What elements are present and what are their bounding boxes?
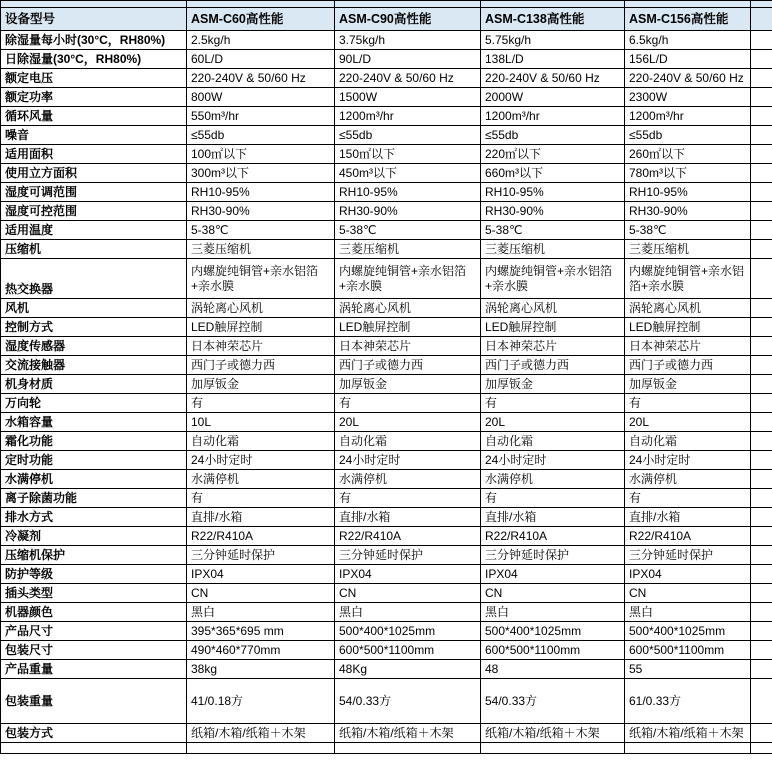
table-row <box>1 584 772 603</box>
row-label: 包装重量 <box>1 679 187 724</box>
spec-cell: 三菱压缩机 <box>625 240 751 259</box>
spec-cell: 5-38℃ <box>187 221 335 240</box>
spec-cell: 1200m³/hr <box>481 107 625 126</box>
column-header <box>751 8 772 31</box>
column-header: ASM-C156高性能 <box>625 8 751 31</box>
spec-cell: 直排/水箱 <box>481 508 625 527</box>
spec-cell: 38kg <box>187 660 335 679</box>
table-row <box>1 375 772 394</box>
spec-cell: 48 <box>481 660 625 679</box>
table-row <box>1 565 772 584</box>
spec-cell: 10L <box>187 413 335 432</box>
empty-cell <box>751 603 772 622</box>
spec-cell: 黑白 <box>625 603 751 622</box>
corner-header: 设备型号 <box>1 8 187 31</box>
row-label: 噪音 <box>1 126 187 145</box>
row-label: 湿度可调范围 <box>1 183 187 202</box>
spec-cell: 有 <box>187 394 335 413</box>
spec-cell: 黑白 <box>187 603 335 622</box>
row-label: 水满停机 <box>1 470 187 489</box>
spec-cell: RH10-95% <box>625 183 751 202</box>
row-label: 额定电压 <box>1 69 187 88</box>
spec-cell: 加厚钣金 <box>187 375 335 394</box>
bottom-partial-row <box>1 743 772 754</box>
row-label: 交流接触器 <box>1 356 187 375</box>
spec-cell: CN <box>187 584 335 603</box>
row-label: 湿度传感器 <box>1 337 187 356</box>
spec-cell: 西门子或德力西 <box>481 356 625 375</box>
partial-cell <box>1 743 187 754</box>
column-header: ASM-C90高性能 <box>335 8 481 31</box>
table-row <box>1 470 772 489</box>
spec-cell: R22/R410A <box>481 527 625 546</box>
spec-cell: 有 <box>335 394 481 413</box>
row-label: 离子除菌功能 <box>1 489 187 508</box>
spec-cell: 有 <box>481 489 625 508</box>
spec-cell: 2.5kg/h <box>187 31 335 50</box>
spec-cell: 220-240V & 50/60 Hz <box>481 69 625 88</box>
empty-cell <box>751 299 772 318</box>
table-row <box>1 622 772 641</box>
spec-cell: 有 <box>625 489 751 508</box>
table-row <box>1 183 772 202</box>
spec-cell: 90L/D <box>335 50 481 69</box>
table-row <box>1 489 772 508</box>
strip-cell <box>625 1 751 8</box>
spec-cell: 5-38℃ <box>625 221 751 240</box>
spec-cell: 800W <box>187 88 335 107</box>
spec-cell: 1200m³/hr <box>625 107 751 126</box>
empty-cell <box>751 221 772 240</box>
spec-cell: 纸箱/木箱/纸箱＋木架 <box>187 724 335 743</box>
table-row <box>1 221 772 240</box>
spec-cell: 2000W <box>481 88 625 107</box>
table-row <box>1 356 772 375</box>
table-row <box>1 145 772 164</box>
column-header: ASM-C138高性能 <box>481 8 625 31</box>
spec-cell: RH10-95% <box>187 183 335 202</box>
spec-cell: IPX04 <box>481 565 625 584</box>
spec-cell: LED触屏控制 <box>335 318 481 337</box>
table-row <box>1 508 772 527</box>
spec-cell: 直排/水箱 <box>625 508 751 527</box>
spec-cell: 西门子或德力西 <box>187 356 335 375</box>
spec-cell: 日本神荣芯片 <box>335 337 481 356</box>
spec-cell: 有 <box>481 394 625 413</box>
spec-cell: 24小时定时 <box>625 451 751 470</box>
spec-cell: 500*400*1025mm <box>625 622 751 641</box>
spec-cell: R22/R410A <box>625 527 751 546</box>
empty-cell <box>751 527 772 546</box>
empty-cell <box>751 31 772 50</box>
spec-cell: RH10-95% <box>481 183 625 202</box>
spec-cell: 150㎡以下 <box>335 145 481 164</box>
spec-cell: 20L <box>481 413 625 432</box>
empty-cell <box>751 107 772 126</box>
partial-cell <box>625 743 751 754</box>
spec-cell: R22/R410A <box>335 527 481 546</box>
spec-cell: 三菱压缩机 <box>187 240 335 259</box>
spec-cell: 490*460*770mm <box>187 641 335 660</box>
spec-cell: R22/R410A <box>187 527 335 546</box>
empty-cell <box>751 240 772 259</box>
row-label: 机身材质 <box>1 375 187 394</box>
spec-cell: 48Kg <box>335 660 481 679</box>
table-row <box>1 679 772 724</box>
spec-cell: 1200m³/hr <box>335 107 481 126</box>
spec-cell: 三分钟延时保护 <box>335 546 481 565</box>
table-row <box>1 318 772 337</box>
spec-cell: 220㎡以下 <box>481 145 625 164</box>
row-label: 日除湿量(30°C，RH80%) <box>1 50 187 69</box>
spec-cell: 220-240V & 50/60 Hz <box>335 69 481 88</box>
empty-cell <box>751 183 772 202</box>
spec-cell: 660m³以下 <box>481 164 625 183</box>
spec-cell: 20L <box>335 413 481 432</box>
spec-cell: IPX04 <box>625 565 751 584</box>
spec-cell: ≤55db <box>335 126 481 145</box>
strip-cell <box>1 1 187 8</box>
empty-cell <box>751 508 772 527</box>
table-row <box>1 31 772 50</box>
row-label: 防护等级 <box>1 565 187 584</box>
spec-cell: 156L/D <box>625 50 751 69</box>
table-row <box>1 259 772 299</box>
spec-cell: 内螺旋纯铜管+亲水铝箔+亲水膜 <box>481 259 625 299</box>
table-row <box>1 413 772 432</box>
spec-cell: 有 <box>335 489 481 508</box>
row-label: 适用面积 <box>1 145 187 164</box>
empty-cell <box>751 413 772 432</box>
spec-cell: 黑白 <box>481 603 625 622</box>
table-row <box>1 69 772 88</box>
table-row <box>1 724 772 743</box>
top-partial-row <box>1 1 772 8</box>
row-label: 插头类型 <box>1 584 187 603</box>
table-row <box>1 432 772 451</box>
spec-cell: 54/0.33方 <box>335 679 481 724</box>
table-row <box>1 164 772 183</box>
spec-cell: CN <box>335 584 481 603</box>
row-label: 霜化功能 <box>1 432 187 451</box>
row-label: 机器颜色 <box>1 603 187 622</box>
row-label: 风机 <box>1 299 187 318</box>
spec-cell: 24小时定时 <box>335 451 481 470</box>
row-label: 水箱容量 <box>1 413 187 432</box>
spec-cell: 三分钟延时保护 <box>625 546 751 565</box>
row-label: 包装方式 <box>1 724 187 743</box>
spec-cell: 水满停机 <box>625 470 751 489</box>
spec-cell: 自动化霜 <box>335 432 481 451</box>
table-row <box>1 641 772 660</box>
spec-cell: 5.75kg/h <box>481 31 625 50</box>
row-label: 热交换器 <box>1 259 187 299</box>
spec-cell: 780m³以下 <box>625 164 751 183</box>
spec-cell: IPX04 <box>335 565 481 584</box>
empty-cell <box>751 679 772 724</box>
table-row <box>1 107 772 126</box>
spec-table-body <box>1 31 772 743</box>
empty-cell <box>751 337 772 356</box>
table-row <box>1 299 772 318</box>
empty-cell <box>751 126 772 145</box>
spec-cell: 纸箱/木箱/纸箱＋木架 <box>335 724 481 743</box>
spec-cell: 内螺旋纯铜管+亲水铝箔+亲水膜 <box>625 259 751 299</box>
spec-cell: LED触屏控制 <box>481 318 625 337</box>
spec-cell: RH10-95% <box>335 183 481 202</box>
table-row <box>1 337 772 356</box>
spec-cell: 3.75kg/h <box>335 31 481 50</box>
spec-cell: 100㎡以下 <box>187 145 335 164</box>
spec-cell: CN <box>625 584 751 603</box>
row-label: 湿度可控范围 <box>1 202 187 221</box>
spec-cell: 600*500*1100mm <box>625 641 751 660</box>
row-label: 包装尺寸 <box>1 641 187 660</box>
empty-cell <box>751 356 772 375</box>
spec-cell: 61/0.33方 <box>625 679 751 724</box>
spec-cell: 6.5kg/h <box>625 31 751 50</box>
table-row <box>1 50 772 69</box>
empty-cell <box>751 318 772 337</box>
empty-cell <box>751 584 772 603</box>
spec-cell: 水满停机 <box>481 470 625 489</box>
spec-cell: 涡轮离心风机 <box>481 299 625 318</box>
partial-cell <box>751 743 772 754</box>
empty-cell <box>751 470 772 489</box>
spec-cell: 三菱压缩机 <box>335 240 481 259</box>
spec-cell: 41/0.18方 <box>187 679 335 724</box>
empty-cell <box>751 565 772 584</box>
empty-cell <box>751 259 772 299</box>
spec-cell: 自动化霜 <box>481 432 625 451</box>
spec-cell: 220-240V & 50/60 Hz <box>187 69 335 88</box>
row-label: 压缩机保护 <box>1 546 187 565</box>
strip-cell <box>187 1 335 8</box>
row-label: 额定功率 <box>1 88 187 107</box>
column-header: ASM-C60高性能 <box>187 8 335 31</box>
spec-cell: 内螺旋纯铜管+亲水铝箔+亲水膜 <box>335 259 481 299</box>
row-label: 排水方式 <box>1 508 187 527</box>
row-label: 除湿量每小时(30°C，RH80%) <box>1 31 187 50</box>
spec-cell: 加厚钣金 <box>335 375 481 394</box>
spec-cell: 600*500*1100mm <box>335 641 481 660</box>
spec-cell: 有 <box>187 489 335 508</box>
row-label: 压缩机 <box>1 240 187 259</box>
spec-cell: 日本神荣芯片 <box>625 337 751 356</box>
spec-cell: 300m³以下 <box>187 164 335 183</box>
strip-cell <box>751 1 772 8</box>
spec-cell: 纸箱/木箱/纸箱＋木架 <box>481 724 625 743</box>
spec-cell: 138L/D <box>481 50 625 69</box>
spec-cell: 西门子或德力西 <box>625 356 751 375</box>
spec-cell: 60L/D <box>187 50 335 69</box>
spec-cell: 纸箱/木箱/纸箱＋木架 <box>625 724 751 743</box>
empty-cell <box>751 394 772 413</box>
spec-cell: ≤55db <box>187 126 335 145</box>
spec-cell: 2300W <box>625 88 751 107</box>
spec-cell: 5-38℃ <box>481 221 625 240</box>
empty-cell <box>751 489 772 508</box>
empty-cell <box>751 451 772 470</box>
spec-table-head <box>1 1 772 31</box>
spec-cell: RH30-90% <box>187 202 335 221</box>
row-label: 万向轮 <box>1 394 187 413</box>
partial-cell <box>187 743 335 754</box>
row-label: 产品尺寸 <box>1 622 187 641</box>
spec-cell: 水满停机 <box>335 470 481 489</box>
row-label: 冷凝剂 <box>1 527 187 546</box>
spec-cell: LED触屏控制 <box>625 318 751 337</box>
spec-cell: 加厚钣金 <box>481 375 625 394</box>
partial-cell <box>335 743 481 754</box>
empty-cell <box>751 641 772 660</box>
table-row <box>1 240 772 259</box>
spec-cell: 5-38℃ <box>335 221 481 240</box>
spec-cell: 500*400*1025mm <box>481 622 625 641</box>
spec-cell: 黑白 <box>335 603 481 622</box>
spec-cell: 水满停机 <box>187 470 335 489</box>
empty-cell <box>751 660 772 679</box>
spec-cell: 自动化霜 <box>187 432 335 451</box>
spec-cell: ≤55db <box>625 126 751 145</box>
spec-cell: 600*500*1100mm <box>481 641 625 660</box>
spec-cell: 三分钟延时保护 <box>481 546 625 565</box>
row-label: 产品重量 <box>1 660 187 679</box>
empty-cell <box>751 375 772 394</box>
header-row <box>1 8 772 31</box>
table-row <box>1 88 772 107</box>
empty-cell <box>751 145 772 164</box>
table-row <box>1 660 772 679</box>
strip-cell <box>335 1 481 8</box>
empty-cell <box>751 88 772 107</box>
row-label: 控制方式 <box>1 318 187 337</box>
empty-cell <box>751 724 772 743</box>
spec-cell: 三菱压缩机 <box>481 240 625 259</box>
empty-cell <box>751 546 772 565</box>
empty-cell <box>751 622 772 641</box>
empty-cell <box>751 50 772 69</box>
spec-cell: 涡轮离心风机 <box>625 299 751 318</box>
table-row <box>1 527 772 546</box>
spec-cell: 220-240V & 50/60 Hz <box>625 69 751 88</box>
empty-cell <box>751 202 772 221</box>
spec-cell: RH30-90% <box>625 202 751 221</box>
spec-cell: 自动化霜 <box>625 432 751 451</box>
spec-cell: 日本神荣芯片 <box>187 337 335 356</box>
row-label: 使用立方面积 <box>1 164 187 183</box>
spec-cell: RH30-90% <box>481 202 625 221</box>
spec-cell: 55 <box>625 660 751 679</box>
partial-cell <box>481 743 625 754</box>
spec-cell: 1500W <box>335 88 481 107</box>
empty-cell <box>751 432 772 451</box>
table-row <box>1 603 772 622</box>
spec-cell: 20L <box>625 413 751 432</box>
table-row <box>1 394 772 413</box>
spec-cell: 涡轮离心风机 <box>187 299 335 318</box>
spec-cell: ≤55db <box>481 126 625 145</box>
spec-cell: 涡轮离心风机 <box>335 299 481 318</box>
table-row <box>1 451 772 470</box>
spec-cell: 24小时定时 <box>481 451 625 470</box>
spec-cell: 直排/水箱 <box>187 508 335 527</box>
row-label: 循环风量 <box>1 107 187 126</box>
spec-cell: RH30-90% <box>335 202 481 221</box>
spec-cell: 550m³/hr <box>187 107 335 126</box>
spec-cell: 54/0.33方 <box>481 679 625 724</box>
spec-cell: 加厚钣金 <box>625 375 751 394</box>
spec-cell: 450m³以下 <box>335 164 481 183</box>
spec-cell: LED触屏控制 <box>187 318 335 337</box>
row-label: 定时功能 <box>1 451 187 470</box>
spec-cell: 395*365*695 mm <box>187 622 335 641</box>
spec-cell: 日本神荣芯片 <box>481 337 625 356</box>
spec-cell: 260㎡以下 <box>625 145 751 164</box>
row-label: 适用温度 <box>1 221 187 240</box>
spec-cell: 有 <box>625 394 751 413</box>
table-row <box>1 126 772 145</box>
spec-cell: IPX04 <box>187 565 335 584</box>
table-row <box>1 202 772 221</box>
spec-cell: 西门子或德力西 <box>335 356 481 375</box>
empty-cell <box>751 164 772 183</box>
spec-cell: 500*400*1025mm <box>335 622 481 641</box>
empty-cell <box>751 69 772 88</box>
spec-cell: CN <box>481 584 625 603</box>
spec-cell: 内螺旋纯铜管+亲水铝箔+亲水膜 <box>187 259 335 299</box>
strip-cell <box>481 1 625 8</box>
spec-cell: 直排/水箱 <box>335 508 481 527</box>
spec-cell: 三分钟延时保护 <box>187 546 335 565</box>
spec-cell: 24小时定时 <box>187 451 335 470</box>
table-row <box>1 546 772 565</box>
